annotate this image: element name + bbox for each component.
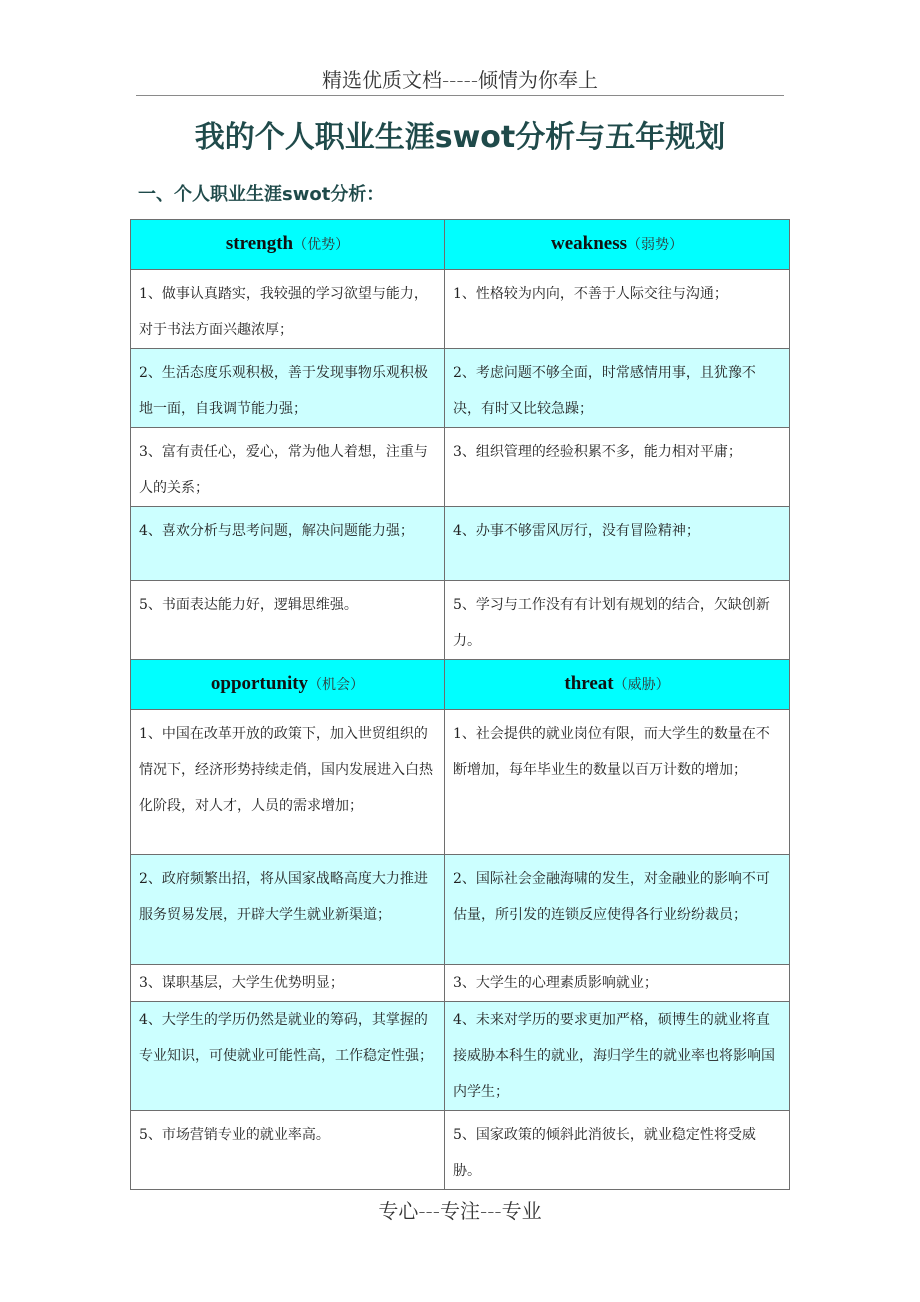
table-cell: 2、国际社会金融海啸的发生，对金融业的影响不可估量，所引发的连锁反应使得各行业纷纷裁员；	[445, 855, 790, 965]
table-cell: 4、喜欢分析与思考问题，解决问题能力强；	[131, 507, 445, 581]
table-cell: 1、中国在改革开放的政策下，加入世贸组织的情况下，经济形势持续走俏，国内发展进入白热化阶段，对人才，人员的需求增加；	[131, 710, 445, 855]
table-cell: 5、书面表达能力好，逻辑思维强。	[131, 581, 445, 660]
table-row	[131, 855, 790, 965]
table-cell: 5、学习与工作没有有计划有规划的结合，欠缺创新力。	[445, 581, 790, 660]
table-cell: 3、大学生的心理素质影响就业；	[445, 965, 790, 1002]
table-cell: 3、组织管理的经验积累不多，能力相对平庸；	[445, 428, 790, 507]
header-en-label: threat	[564, 673, 614, 694]
table-cell: 3、富有责任心，爱心，常为他人着想，注重与人的关系；	[131, 428, 445, 507]
table-cell: 4、大学生的学历仍然是就业的筹码，其掌握的专业知识，可使就业可能性高，工作稳定性强；	[131, 1002, 445, 1111]
table-row	[131, 507, 790, 581]
section-heading: 一、个人职业生涯swot分析：	[138, 184, 385, 205]
table-cell: 1、做事认真踏实，我较强的学习欲望与能力，对于书法方面兴趣浓厚；	[131, 270, 445, 349]
table-cell: 2、政府频繁出招，将从国家战略高度大力推进服务贸易发展，开辟大学生就业新渠道；	[131, 855, 445, 965]
table-row	[131, 349, 790, 428]
table-cell: 2、生活态度乐观积极，善于发现事物乐观积极地一面，自我调节能力强；	[131, 349, 445, 428]
page-footer-text: 专心---专注---专业	[378, 1199, 542, 1223]
table-row	[131, 1111, 790, 1190]
header-en-label: opportunity	[210, 673, 309, 694]
document-title: 我的个人职业生涯swot分析与五年规划	[194, 120, 726, 155]
header-cn-label: （威胁）	[613, 677, 670, 693]
table-cell: 1、社会提供的就业岗位有限，而大学生的数量在不断增加，每年毕业生的数量以百万计数的增加；	[445, 710, 790, 855]
header-en-label: weakness	[550, 233, 627, 254]
header-cn-label: （机会）	[308, 677, 365, 693]
header-cn-label: （弱势）	[627, 237, 683, 253]
table-row	[131, 428, 790, 507]
table-cell: 5、国家政策的倾斜此消彼长，就业稳定性将受威胁。	[445, 1111, 790, 1190]
header-cell-threat	[445, 660, 790, 710]
table-cell: 4、办事不够雷风厉行，没有冒险精神；	[445, 507, 790, 581]
table-row	[131, 710, 790, 855]
header-divider	[136, 95, 784, 96]
header-en-label: strength	[225, 233, 294, 254]
page-header-text: 精选优质文档-----倾情为你奉上	[321, 68, 599, 92]
table-cell: 2、考虑问题不够全面，时常感情用事，且犹豫不决，有时又比较急躁；	[445, 349, 790, 428]
header-cell-opportunity	[131, 660, 445, 710]
table-row	[131, 965, 790, 1002]
table-row	[131, 581, 790, 660]
table-row	[131, 1002, 790, 1111]
table-cell: 4、未来对学历的要求更加严格，硕博生的就业将直接威胁本科生的就业，海归学生的就业率也将影响国内学生；	[445, 1002, 790, 1111]
swot-table	[130, 219, 790, 1190]
table-cell: 5、市场营销专业的就业率高。	[131, 1111, 445, 1190]
header-cn-label: （优势）	[293, 237, 350, 253]
table-cell: 1、性格较为内向，不善于人际交往与沟通；	[445, 270, 790, 349]
table-header-row	[131, 660, 790, 710]
table-cell: 3、谋职基层，大学生优势明显；	[131, 965, 445, 1002]
table-row	[131, 270, 790, 349]
header-cell-weakness	[445, 220, 790, 270]
table-header-row	[131, 220, 790, 270]
header-cell-strength	[131, 220, 445, 270]
